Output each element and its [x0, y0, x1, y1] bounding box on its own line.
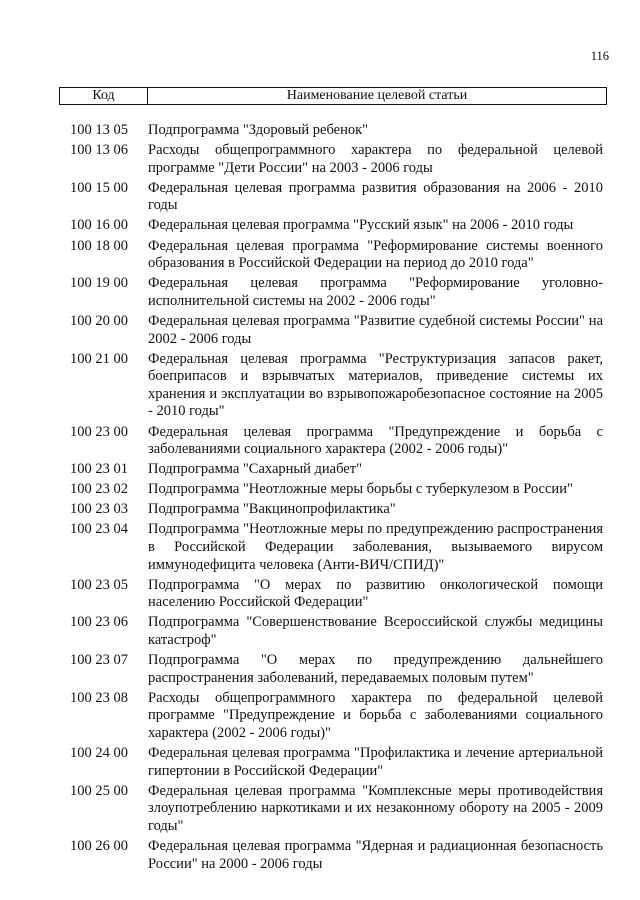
row-code: 100 23 06 — [70, 614, 128, 631]
row-name: Федеральная целевая программа "Комплексные меры противодействия злоупотреблению наркотиками и их незаконному обороту на 2005 - 2009 годы" — [148, 782, 603, 834]
row-name: Подпрограмма "Здоровый ребенок" — [148, 122, 369, 138]
table-body — [70, 122, 603, 876]
row-code: 100 15 00 — [70, 179, 128, 196]
row-code: 100 23 03 — [70, 501, 128, 518]
table-row — [70, 614, 603, 649]
table-row — [70, 351, 603, 421]
table-row — [70, 180, 603, 215]
row-code: 100 13 05 — [70, 122, 128, 138]
row-name: Федеральная целевая программа "Реформирование системы военного образования в Российской Федерации на период до 2010 года" — [148, 237, 603, 272]
table-row — [70, 461, 603, 479]
table-row — [70, 838, 603, 873]
header-code: Код — [60, 88, 148, 104]
row-name: Расходы общепрограммного характера по федеральной целевой программе "Предупреждение и борьба с заболеваниями социального характера (2002 - 2006 годы)" — [148, 689, 603, 741]
table-row — [70, 690, 603, 743]
table-row — [70, 501, 603, 519]
row-code: 100 23 05 — [70, 576, 128, 593]
table-row — [70, 424, 603, 459]
table-row — [70, 577, 603, 612]
row-code: 100 16 00 — [70, 217, 128, 234]
table-row — [70, 521, 603, 574]
table-row — [70, 313, 603, 348]
row-name: Подпрограмма "Неотложные меры по предупреждению распространения в Российской Федерации заболевания, вызываемого вирусом иммунодефицита человека (Анти-ВИЧ/СПИД)" — [148, 521, 603, 573]
row-code: 100 18 00 — [70, 237, 128, 254]
row-name: Расходы общепрограммного характера по федеральной целевой программе "Дети России" на 2003 - 2006 годы — [148, 142, 603, 176]
header-name: Наименование целевой статьи — [286, 88, 468, 103]
row-name: Федеральная целевая программа "Профилактика и лечение артериальной гипертонии в Российской Федерации" — [148, 745, 603, 779]
table-row — [70, 275, 603, 310]
row-name: Подпрограмма "О мерах по предупреждению дальнейшего распространения заболеваний, передаваемых половым путем" — [148, 652, 603, 686]
row-code: 100 23 00 — [70, 423, 128, 440]
row-code: 100 19 00 — [70, 275, 128, 292]
row-code: 100 20 00 — [70, 312, 128, 329]
table-header — [59, 87, 607, 105]
row-code: 100 23 01 — [70, 461, 128, 478]
row-code: 100 23 02 — [70, 481, 128, 498]
row-name: Подпрограмма "Совершенствование Всероссийской службы медицины катастроф" — [148, 614, 603, 649]
row-code: 100 24 00 — [70, 745, 128, 762]
row-name: Федеральная целевая программа "Реформирование уголовно-исполнительной системы на 2002 - 2006 годы" — [148, 275, 603, 309]
table-row — [70, 745, 603, 780]
row-name: Подпрограмма "Неотложные меры борьбы с туберкулезом в России" — [148, 481, 573, 498]
table-row — [70, 142, 603, 177]
row-code: 100 23 08 — [70, 689, 128, 706]
row-code: 100 23 04 — [70, 521, 128, 538]
row-name: Федеральная целевая программа "Ядерная и радиационная безопасность России" на 2000 - 2006 годы — [148, 838, 603, 872]
table-row — [70, 217, 603, 235]
row-code: 100 13 06 — [70, 142, 128, 159]
row-name: Федеральная целевая программа "Реструктуризация запасов ракет, боеприпасов и взрывчатых материалов, приведение системы их хранения и эксплуатации во взрывопожаробезопасное состояние на 2005 - 2010 годы" — [148, 350, 603, 420]
page-number: 116 — [590, 49, 609, 63]
row-code: 100 23 07 — [70, 652, 128, 669]
table-row — [70, 783, 603, 836]
table-row — [70, 652, 603, 687]
row-name: Подпрограмма "Вакцинопрофилактика" — [148, 501, 396, 518]
row-code: 100 26 00 — [70, 838, 128, 855]
row-code: 100 21 00 — [70, 350, 128, 367]
row-name: Федеральная целевая программа "Развитие судебной системы России" на 2002 - 2006 годы — [148, 312, 603, 347]
row-name: Федеральная целевая программа "Русский язык" на 2006 - 2010 годы — [148, 217, 574, 234]
row-name: Федеральная целевая программа развития образования на 2006 - 2010 годы — [148, 179, 603, 214]
row-name: Подпрограмма "О мерах по развитию онкологической помощи населению Российской Федерации" — [148, 576, 603, 611]
row-name: Федеральная целевая программа "Предупреждение и борьба с заболеваниями социального характера (2002 - 2006 годы)" — [148, 423, 603, 458]
table-row — [70, 122, 603, 140]
table-row — [70, 481, 603, 499]
row-name: Подпрограмма "Сахарный диабет" — [148, 461, 362, 478]
row-code: 100 25 00 — [70, 782, 128, 799]
table-row — [70, 238, 603, 273]
